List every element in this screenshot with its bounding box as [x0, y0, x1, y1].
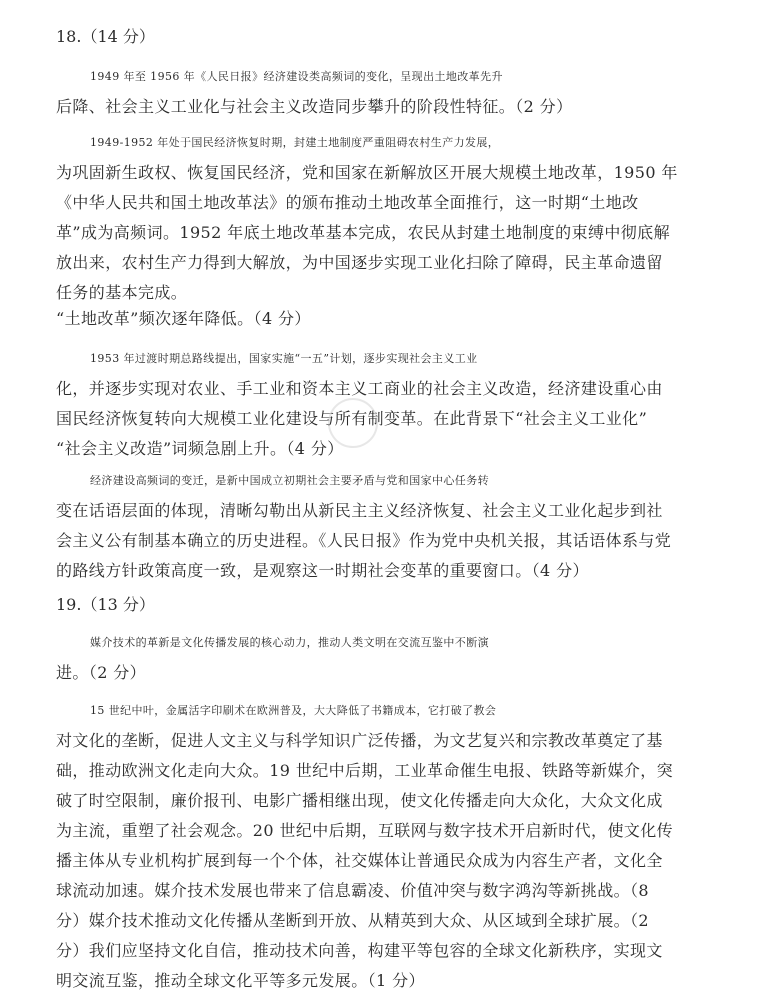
q19-paragraph-2	[56, 696, 746, 996]
q18-paragraph-2	[56, 128, 746, 308]
text-line: 化，并逐步实现对农业、手工业和资本主义工商业的社会主义改造，经济建设重心由	[56, 379, 663, 398]
text-line: 变在话语层面的体现，清晰勾勒出从新民主主义经济恢复、社会主义工业化起步到社	[56, 501, 663, 520]
q18-paragraph-1	[56, 62, 746, 122]
text-line: 破了时空限制，廉价报刊、电影广播相继出现，使文化传播走向大众化，大众文化成	[56, 791, 663, 810]
text-line: 放出来，农村生产力得到大解放，为中国逐步实现工业化扫除了障碍，民主革命遗留	[56, 253, 663, 272]
question-18-heading: 18.（14 分）	[56, 27, 155, 46]
text-line: 明交流互鉴，推动全球文化平等多元发展。（1 分）	[56, 971, 425, 990]
text-line: 的路线方针政策高度一致，是观察这一时期社会变革的重要窗口。（4 分）	[56, 561, 589, 580]
text-line: 后降、社会主义工业化与社会主义改造同步攀升的阶段性特征。（2 分）	[56, 97, 573, 116]
text-line: 经济建设高频词的变迁，是新中国成立初期社会主要矛盾与党和国家中心任务转	[90, 474, 489, 487]
question-19-heading: 19.（13 分）	[56, 595, 155, 614]
text-line: 进。（2 分）	[56, 663, 147, 682]
text-line: “社会主义改造”词频急剧上升。（4 分）	[56, 439, 344, 458]
q18-paragraph-4	[56, 344, 746, 464]
text-line: 分）我们应坚持文化自信，推动技术向善，构建平等包容的全球文化新秩序，实现文	[56, 941, 663, 960]
text-line: 对文化的垄断，促进人文主义与科学知识广泛传播，为文艺复兴和宗教改革奠定了基	[56, 731, 663, 750]
q18-paragraph-5	[56, 466, 746, 586]
text-line: 播主体从专业机构扩展到每一个个体，社交媒体让普通民众成为内容生产者，文化全	[56, 851, 663, 870]
text-line: 媒介技术的革新是文化传播发展的核心动力，推动人类文明在交流互鉴中不断演	[90, 636, 489, 649]
text-line: 会主义公有制基本确立的历史进程。《人民日报》作为党中央机关报，其话语体系与党	[56, 531, 672, 550]
text-line: 国民经济恢复转向大规模工业化建设与所有制变革。在此背景下“社会主义工业化”	[56, 409, 648, 428]
text-line: 分）媒介技术推动文化传播从垄断到开放、从精英到大众、从区域到全球扩展。（2	[56, 911, 649, 930]
text-line: 1949-1952 年处于国民经济恢复时期，封建土地制度严重阻碍农村生产力发展，	[90, 136, 500, 149]
text-line: 《中华人民共和国土地改革法》的颁布推动土地改革全面推行，这一时期“土地改	[56, 193, 639, 212]
text-line: 球流动加速。媒介技术发展也带来了信息霸凌、价值冲突与数字鸿沟等新挑战。（8	[56, 881, 649, 900]
text-line: 革”成为高频词。1952 年底土地改革基本完成，农民从封建土地制度的束缚中彻底解	[56, 223, 670, 242]
text-line: 础，推动欧洲文化走向大众。19 世纪中后期，工业革命催生电报、铁路等新媒介，突	[56, 761, 674, 780]
text-line: 1949 年至 1956 年《人民日报》经济建设类高频词的变化，呈现出土地改革先升	[90, 70, 503, 83]
text-line: 15 世纪中叶，金属活字印刷术在欧洲普及，大大降低了书籍成本，它打破了教会	[90, 704, 497, 717]
text-line: 任务的基本完成。	[56, 283, 188, 302]
text-line: “土地改革”频次逐年降低。（4 分）	[56, 309, 311, 328]
q18-paragraph-3	[56, 304, 746, 334]
text-line: 1953 年过渡时期总路线提出，国家实施“一五”计划，逐步实现社会主义工业	[90, 352, 478, 365]
text-line: 为主流，重塑了社会观念。20 世纪中后期，互联网与数字技术开启新时代，使文化传	[56, 821, 674, 840]
text-line: 为巩固新生政权、恢复国民经济，党和国家在新解放区开展大规模土地改革，1950 年	[56, 163, 678, 182]
q19-paragraph-1	[56, 628, 746, 688]
